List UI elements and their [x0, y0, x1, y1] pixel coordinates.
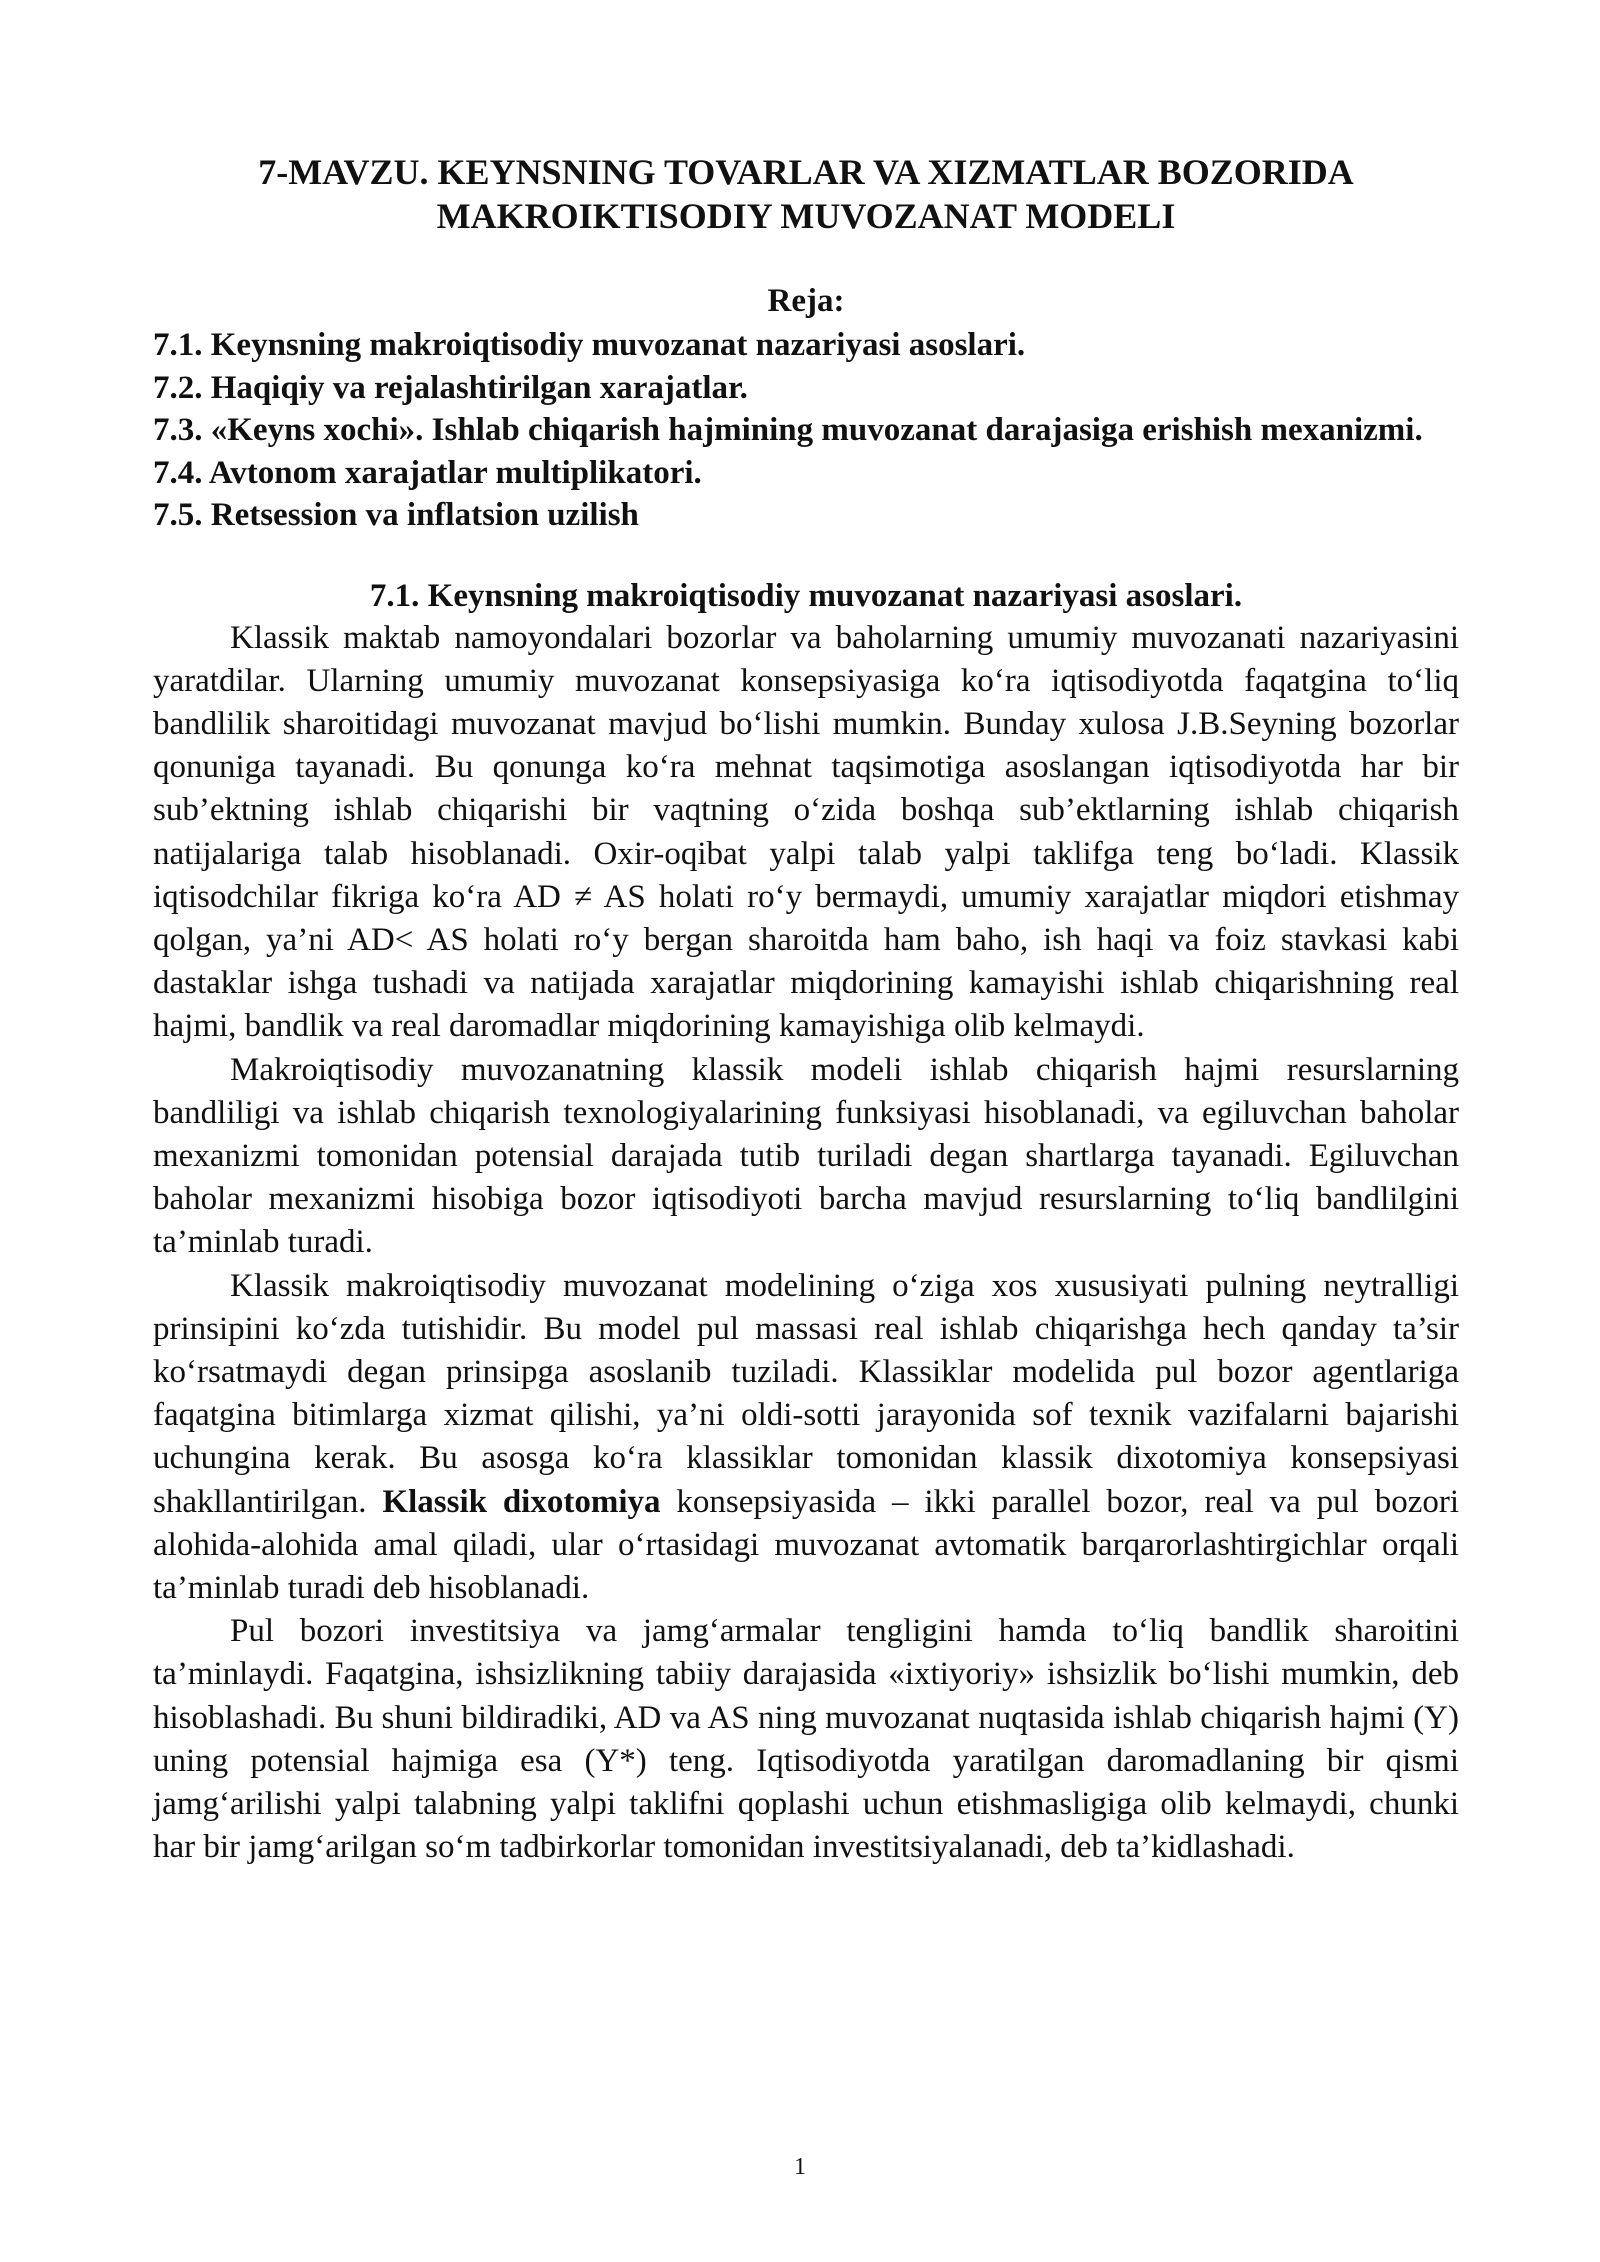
paragraph-3: [153, 1265, 1459, 1611]
paragraph-3-text: Klassik makroiqtisodiy muvozanat modelining o‘ziga xos xususiyati pulning neytralligi prinsipini ko‘zda tutishidir. Bu model pul massasi real ishlab chiqarishga hech qanday ta’sir ko‘rsatmaydi degan prinsipga asoslanib tuziladi. Klassiklar modelida pul bozor agentlariga faqatgina bitimlarga xizmat qilishi, ya’ni oldi-sotti jarayonida sof texnik vazifalarni bajarishi uchungina kerak. Bu asosga ko‘ra klassiklar tomonidan klassik dixotomiya konsepsiyasi shakllantirilgan.: [153, 1267, 1459, 1520]
paragraph-3-continuation: konsepsiyasida – ikki parallel bozor, real va pul bozori alohida-alohida amal qiladi, ular o‘rtasidagi muvozanat avtomatik barqarorlashtirgichlar orqali ta’minlab turadi deb hisoblanadi.: [153, 1483, 1459, 1606]
section-heading-7-1: 7.1. Keynsning makroiqtisodiy muvozanat nazariyasi asoslari.: [369, 577, 1243, 614]
plan-heading: Reja:: [767, 283, 845, 319]
document-title: [153, 150, 1459, 238]
title-line-2: MAKROIKTISODIY MUVOZANAT MODELI: [436, 196, 1176, 236]
bold-term-klassik-dixotomiya: Klassik dixotomiya: [382, 1483, 661, 1520]
plan-list: [153, 324, 1459, 537]
paragraph-2: Makroiqtisodiy muvozanatning klassik modeli ishlab chiqarish hajmi resurslarning bandliligi va ishlab chiqarish texnologiyalarining funksiyasi hisoblanadi, va egiluvchan baholar mexanizmi tomonidan potensial darajada tutib turiladi degan shartlarga tayanadi. Egiluvchan baholar mexanizmi hisobiga bozor iqtisodiyoti barcha mavjud resurslarning to‘liq bandlilgini ta’minlab turadi.: [153, 1051, 1459, 1261]
title-line-1: 7-MAVZU. KEYNSNING TOVARLAR VA XIZMATLAR BOZORIDA: [258, 152, 1354, 192]
plan-item-7-1: 7.1. Keynsning makroiqtisodiy muvozanat nazariyasi asoslari.: [153, 327, 1026, 363]
plan-item-7-3: 7.3. «Keyns xochi». Ishlab chiqarish hajmining muvozanat darajasiga erishish mexanizmi.: [153, 412, 1423, 448]
plan-item-7-5: 7.5. Retsession va inflatsion uzilish: [153, 497, 639, 533]
page-number: 1: [794, 2154, 806, 2180]
plan-item-7-2: 7.2. Haqiqiy va rejalashtirilgan xarajatlar.: [153, 369, 748, 406]
paragraph-1: Klassik maktab namoyondalari bozorlar va baholarning umumiy muvozanati nazariyasini yaratdilar. Ularning umumiy muvozanat konsepsiyasiga ko‘ra iqtisodiyotda faqatgina to‘liq bandlilik sharoitidagi muvozanat mavjud bo‘lishi mumkin. Bunday xulosa J.B.Seyning bozorlar qonuniga tayanadi. Bu qonunga ko‘ra mehnat taqsimotiga asoslangan iqtisodiyotda har bir sub’ektning ishlab chiqarishi bir vaqtning o‘zida boshqa sub’ektlarning ishlab chiqarish natijalariga talab hisoblanadi. Oxir-oqibat yalpi talab yalpi taklifga teng bo‘ladi. Klassik iqtisodchilar fikriga ko‘ra AD ≠ AS holati ro‘y bermaydi, umumiy xarajatlar miqdori etishmay qolgan, ya’ni AD< AS holati ro‘y bergan sharoitda ham baho, ish haqi va foiz stavkasi kabi dastaklar ishga tushadi va natijada xarajatlar miqdorining kamayishi ishlab chiqarishning real hajmi, bandlik va real daromadlar miqdorining kamayishiga olib kelmaydi.: [153, 619, 1459, 1045]
paragraph-4: Pul bozori investitsiya va jamg‘armalar tengligini hamda to‘liq bandlik sharoitini ta’minlaydi. Faqatgina, ishsizlikning tabiiy darajasida «ixtiyoriy» ishsizlik bo‘lishi mumkin, deb hisoblashadi. Bu shuni bildiradiki, AD va AS ning muvozanat nuqtasida ishlab chiqarish hajmi (Y) uning potensial hajmiga esa (Y*) teng. Iqtisodiyotda yaratilgan daromadlaning bir qismi jamg‘arilishi yalpi talabning yalpi taklifni qoplashi uchun etishmasligiga olib kelmaydi, chunki har bir jamg‘arilgan so‘m tadbirkorlar tomonidan investitsiyalanadi, deb ta’kidlashadi.: [153, 1613, 1459, 1866]
page-content: [153, 150, 1459, 1869]
plan-item-7-4: 7.4. Avtonom xarajatlar multiplikatori.: [153, 454, 702, 491]
